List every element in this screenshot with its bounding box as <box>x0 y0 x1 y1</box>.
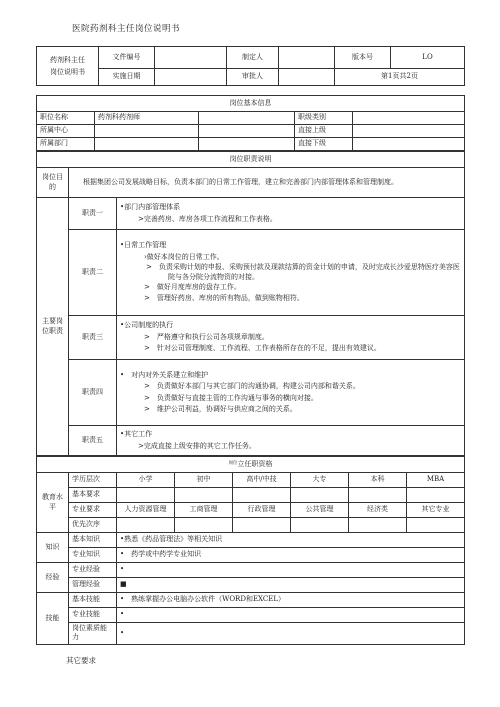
degree-1: 小学 <box>117 473 175 488</box>
major-knowledge-label: 专业知识 <box>69 548 117 563</box>
priority-5 <box>349 518 407 533</box>
header-doc-name-line1: 药剂科主任 <box>50 56 85 65</box>
duty-2-line-4: > 管理好药房、库房的所有物品，做到账物相符。 <box>144 294 304 303</box>
duty-3-content <box>117 316 465 360</box>
maker-value <box>279 47 335 69</box>
duties-table <box>36 151 465 456</box>
degree-label: 学历层次 <box>69 473 117 488</box>
page-info: 第1页共2页 <box>335 69 465 86</box>
major-skill-label: 专业技能 <box>69 608 117 623</box>
main-duties-label: 主要岗位职责 <box>37 198 69 456</box>
version-label: 版本号 <box>335 47 391 69</box>
priority-label: 优先次序 <box>69 518 117 533</box>
basic-info-title: 岗位基本信息 <box>37 96 465 112</box>
duty-2-head: •日常工作管理 <box>120 241 167 250</box>
priority-1 <box>117 518 175 533</box>
major-1: 人力资源管理 <box>117 503 175 518</box>
dept-blank <box>199 138 295 151</box>
education-label: 教育水平 <box>37 473 69 533</box>
priority-6 <box>407 518 465 533</box>
maker-label: 制定人 <box>227 47 279 69</box>
qualifications-title-prefix: 岗位 <box>228 460 238 466</box>
basic-knowledge-label: 基本知识 <box>69 533 117 548</box>
duties-title: 岗位职责说明 <box>37 152 465 168</box>
subordinate-label: 直接下级 <box>295 138 353 151</box>
header-doc-name-line2: 岗位说明书 <box>50 67 85 76</box>
subordinate-value <box>353 138 465 151</box>
basic-req-4 <box>291 488 349 503</box>
basic-skill-value: • 熟练掌握办公电脑办公软件（WORD和EXCEL） <box>117 593 465 608</box>
dept-value <box>95 138 199 151</box>
duty-2-line-2: > 负责采购计划的申报、采购预付款及现款结算的资金计划的申请，及时完成长沙爱思特医疗美容医院与各分院分流物资的对接。 <box>146 263 460 281</box>
duty-3-line-1: > 严格遵守和执行公司各项规章制度。 <box>144 332 269 341</box>
duty-3-line-2: > 针对公司管理制度、工作流程、工作表格所存在的不足，提出有效建议。 <box>144 344 381 353</box>
center-label: 所属中心 <box>37 125 95 138</box>
major-req-label: 专业要求 <box>69 503 117 518</box>
file-no-value <box>155 47 227 69</box>
job-description-sheet <box>36 46 464 645</box>
basic-skill-label: 基本技能 <box>69 593 117 608</box>
basic-req-6 <box>407 488 465 503</box>
duty-4-head: • 对内对外关系建立和维护 <box>120 370 209 379</box>
major-3: 行政管理 <box>233 503 291 518</box>
major-4: 公共管理 <box>291 503 349 518</box>
duty-1-content <box>117 198 465 230</box>
duty-5-content <box>117 426 465 456</box>
duty-4-line-3: > 维护公司利益，协调好与供应商之间的关系。 <box>144 404 297 413</box>
header-doc-name <box>37 47 99 86</box>
major-exp-label: 专业经验 <box>69 563 117 578</box>
duty-5-head: •其它工作 <box>120 430 153 439</box>
major-knowledge-value: • 药学或中药学专业知识 <box>117 548 465 563</box>
approver-value <box>279 69 335 86</box>
duty-2-content <box>117 230 465 316</box>
duty-1-line-1: >完善药房、库房各项工作流程和工作表格。 <box>138 214 277 223</box>
basic-req-1 <box>117 488 175 503</box>
purpose-label: 岗位目的 <box>37 168 69 198</box>
file-no-label: 文件编号 <box>99 47 155 69</box>
purpose-text: 根据集团公司发展战略目标，负责本部门的日常工作管理，建立和完善部门内部管理体系和管理制度。 <box>69 168 465 198</box>
duty-2-line-3: > 做好月度库房的盘存工作。 <box>144 282 241 291</box>
quality-label: 岗位素质能力 <box>69 623 117 645</box>
quality-value: • <box>117 623 465 645</box>
mgmt-exp-value: ■ <box>117 578 465 593</box>
qualifications-title-text: 立任职资格 <box>237 459 273 468</box>
impl-date-value <box>155 69 227 86</box>
center-blank <box>199 125 295 138</box>
duty-1-head: •部门内部管理体系 <box>120 203 181 212</box>
duty-4-label: 职责四 <box>69 360 117 426</box>
duty-3-label: 职责三 <box>69 316 117 360</box>
priority-4 <box>291 518 349 533</box>
duty-5-line-1: >完成直接上级安排的其它工作任务。 <box>138 441 256 450</box>
duty-4-line-2: > 负责做好与直接主管的工作沟通与事务的横向对接。 <box>144 393 318 402</box>
approver-label: 审批人 <box>227 69 279 86</box>
mgmt-exp-label: 管理经验 <box>69 578 117 593</box>
other-requirements-label: 其它要求 <box>66 656 96 665</box>
duty-3-head: •公司制度的执行 <box>120 321 174 330</box>
basic-req-2 <box>175 488 233 503</box>
impl-date-label: 实施日期 <box>99 69 155 86</box>
degree-5: 本科 <box>349 473 407 488</box>
major-5: 经济类 <box>349 503 407 518</box>
version-value: LO <box>391 47 465 69</box>
basic-req-5 <box>349 488 407 503</box>
center-value <box>95 125 199 138</box>
duty-2-line-1: ›做好本岗位的日常工作。 <box>144 252 224 261</box>
document-title: 医院药剂科主任岗位说明书 <box>72 24 181 34</box>
basic-info-table <box>36 95 465 151</box>
knowledge-label: 知识 <box>37 533 69 563</box>
basic-knowledge-value: •熟悉《药品管理法》等相关知识 <box>117 533 465 548</box>
major-skill-value: • <box>117 608 465 623</box>
qualifications-table <box>36 456 465 645</box>
degree-2: 初中 <box>175 473 233 488</box>
qualifications-title <box>37 457 465 473</box>
position-name-label: 职位名称 <box>37 112 95 125</box>
position-name-value: 药剂科药剂师 <box>95 112 199 125</box>
superior-label: 直接上级 <box>295 125 353 138</box>
degree-6: MBA <box>407 473 465 488</box>
priority-3 <box>233 518 291 533</box>
basic-req-label: 基本要求 <box>69 488 117 503</box>
degree-3: 高中/中技 <box>233 473 291 488</box>
experience-label: 经验 <box>37 563 69 593</box>
duty-1-label: 职责一 <box>69 198 117 230</box>
degree-4: 大专 <box>291 473 349 488</box>
major-6: 其它专业 <box>407 503 465 518</box>
header-table <box>36 46 465 86</box>
major-2: 工商管理 <box>175 503 233 518</box>
priority-2 <box>175 518 233 533</box>
basic-req-3 <box>233 488 291 503</box>
dept-label: 所属部门 <box>37 138 95 151</box>
grade-label: 职级类别 <box>295 112 353 125</box>
duty-4-content <box>117 360 465 426</box>
superior-value <box>353 125 465 138</box>
position-name-blank <box>199 112 295 125</box>
duty-4-line-1: > 负责做好本部门与其它部门的沟通协调，构建公司内部和谐关系。 <box>144 382 360 391</box>
duty-2-label: 职责二 <box>69 230 117 316</box>
major-exp-value: • <box>117 563 465 578</box>
grade-value <box>353 112 465 125</box>
skill-label: 技能 <box>37 593 69 645</box>
duty-5-label: 职责五 <box>69 426 117 456</box>
